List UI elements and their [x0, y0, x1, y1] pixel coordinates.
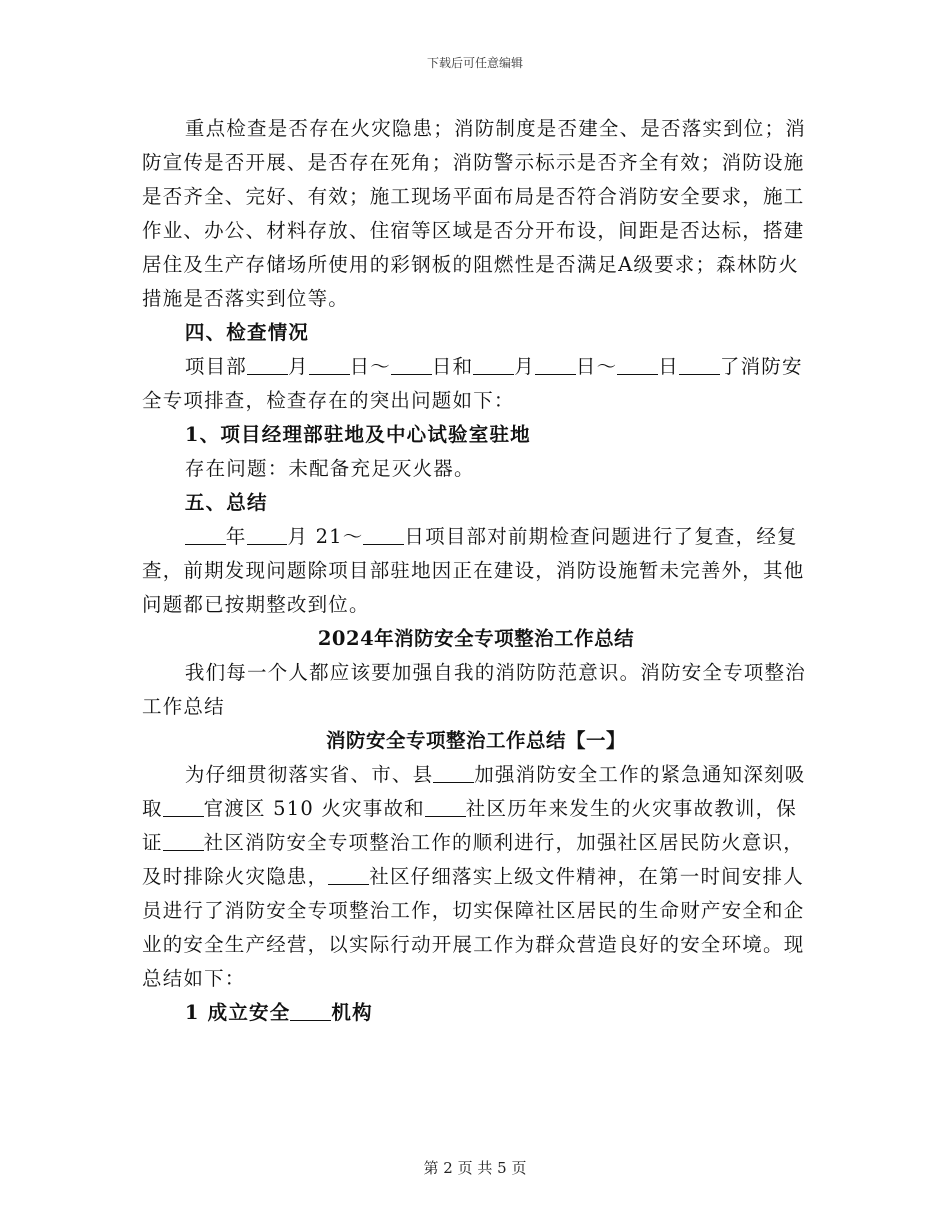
blank-underline — [473, 355, 514, 376]
blank-underline — [391, 355, 432, 376]
text-fragment: 年 — [225, 525, 247, 548]
blank-underline — [425, 797, 466, 818]
blank-underline — [163, 797, 204, 818]
heading-summary: 五、总结 — [184, 491, 268, 514]
blank-underline — [535, 355, 576, 376]
heading-project-office: 1、项目经理部驻地及中心试验室驻地 — [184, 423, 531, 446]
header-note: 下载后可任意编辑 — [426, 56, 523, 70]
blank-underline — [363, 525, 404, 546]
paragraph-inspection-dates — [142, 350, 810, 418]
text-fragment: 机构 — [331, 1001, 373, 1024]
page-number: 第 2 页 共 5 页 — [423, 1159, 527, 1177]
paragraph-intro: 我们每一个人都应该要加强自我的消防防范意识。消防安全专项整治工作总结 — [142, 661, 806, 718]
text-fragment: 加强消防安全工作的紧急通知深刻吸取 — [142, 763, 806, 820]
text-fragment: 社区仔细落实上级文件精神，在第一时间安排人员进行了消防安全专项整治工作，切实保障社区居民的生命财产安全和企业的安全生产经营，以实际行动开展工作为群众营造良好的安全环境。现总结如下： — [142, 865, 805, 990]
blank-underline — [247, 525, 288, 546]
text-fragment: 1 成立安全 — [184, 1001, 291, 1024]
blank-underline — [163, 831, 204, 852]
paragraph-inspection-items: 重点检查是否存在火灾隐患；消防制度是否建全、是否落实到位；消防宣传是否开展、是否存在死角；消防警示标示是否齐全有效；消防设施是否齐全、完好、有效；施工现场平面布局是否符合消防安全要求，施工作业、办公、材料存放、住宿等区域是否分开布设，间距是否达标，搭建居住及生产存储场所使用的彩钢板的阻燃性是否满足A级要求；森林防火措施是否落实到位等。 — [142, 117, 806, 310]
paragraph-problem: 存在问题：未配备充足灭火器。 — [184, 457, 475, 480]
text-fragment: 日 — [658, 355, 679, 378]
text-fragment: 日和 — [431, 355, 474, 378]
text-fragment: 日～ — [575, 355, 618, 378]
text-fragment: 社区消防安全专项整治工作的顺利进行，加强社区居民防火意识，及时排除火灾隐患， — [142, 831, 804, 888]
text-fragment: 项目部 — [184, 355, 247, 378]
text-fragment: 了消防安全专项排查，检查存在的突出问题如下： — [142, 355, 803, 412]
heading-inspection-status: 四、检查情况 — [184, 321, 310, 344]
document-title: 2024年消防安全专项整治工作总结 — [317, 627, 635, 650]
blank-underline — [617, 355, 658, 376]
blank-underline — [328, 865, 369, 886]
text-fragment: 日项目部对前期检查问题进行了复查，经复查，前期发现问题除项目部驻地因正在建设，消防设施暂未完善外，其他问题都已按期整改到位。 — [142, 525, 805, 616]
text-fragment: 日～ — [349, 355, 391, 378]
text-fragment: 月 — [514, 355, 535, 378]
paragraph-review — [142, 520, 810, 622]
text-fragment: 月 21～ — [287, 525, 364, 548]
document-body — [142, 112, 810, 1030]
blank-underline — [247, 355, 288, 376]
heading-safety-organization — [142, 996, 810, 1030]
text-fragment: 为仔细贯彻落实省、市、县 — [184, 763, 434, 786]
paragraph-implementation — [142, 758, 810, 996]
blank-underline — [290, 1001, 331, 1022]
text-fragment: 月 — [287, 355, 309, 378]
blank-underline — [309, 355, 350, 376]
section-title: 消防安全专项整治工作总结【一】 — [325, 729, 626, 752]
blank-underline — [679, 355, 720, 376]
blank-underline — [185, 525, 226, 546]
blank-underline — [433, 763, 474, 784]
text-fragment: 社区历年来发生的火灾事故教训，保证 — [142, 797, 797, 854]
text-fragment: 官渡区 510 火灾事故和 — [203, 797, 425, 820]
